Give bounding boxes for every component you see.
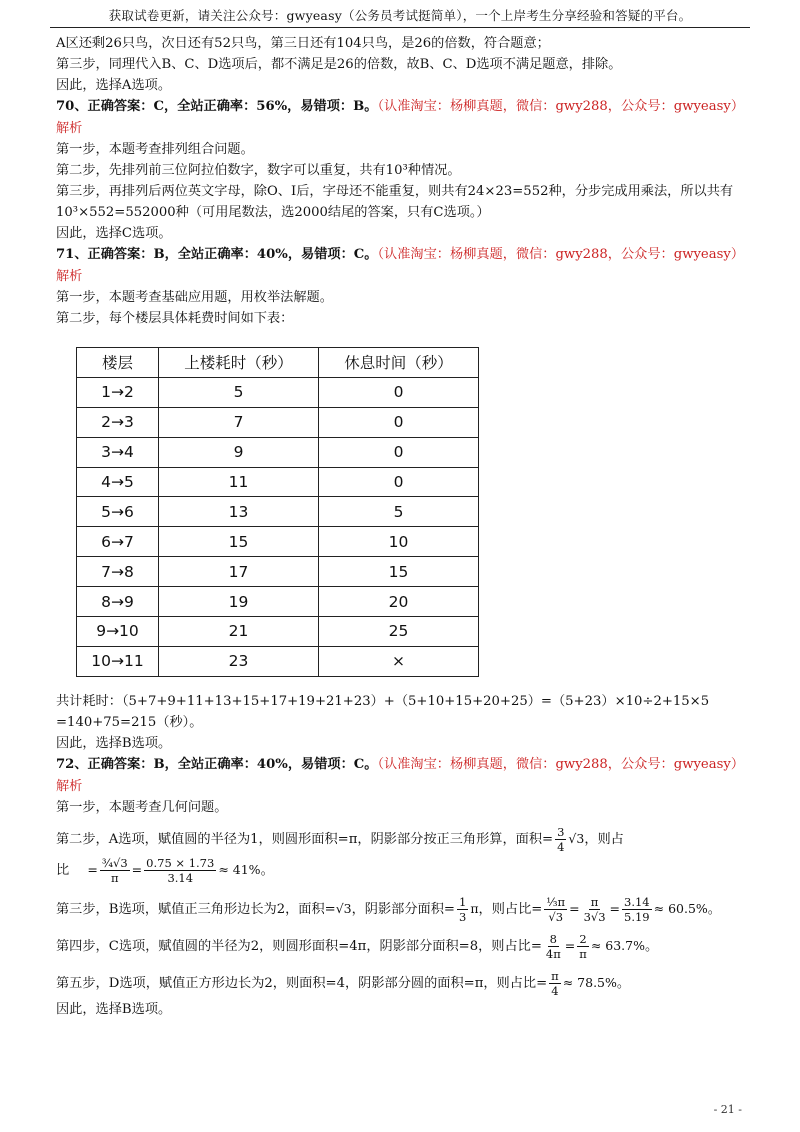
table-cell: 7→8 — [77, 557, 159, 587]
text-line: 第三步，再排列后两位英文字母，除O、I后，字母还不能重复，则共有24×23=552种，分步完成用乘法，所以共有10³×552=552000种（可用尾数法，选2000结尾的答案，只有C选项。） — [56, 184, 734, 220]
table-row — [77, 557, 479, 587]
table-row — [77, 377, 479, 407]
table-cell: 7 — [159, 407, 319, 437]
table-cell: 4→5 — [77, 467, 159, 497]
table-cell: 15 — [159, 527, 319, 557]
step4-line: 第四步，C选项，赋值圆的半径为2，则圆形面积=4π，阴影部分面积=8，则占比= $\frac{8}{4\pi}$ = $\frac{2}{\pi}$ ≈ 63.7%。 — [56, 931, 659, 961]
table-row — [77, 646, 479, 676]
table-row — [77, 617, 479, 647]
table-cell: 25 — [319, 617, 479, 647]
page-number: - 21 - — [713, 1103, 742, 1116]
table-body — [77, 377, 479, 676]
table-row — [77, 587, 479, 617]
text-line: A区还剩26只鸟，次日还有52只鸟，第三日还有104只鸟，是26的倍数，符合题意； — [56, 36, 550, 51]
table-cell: 5→6 — [77, 497, 159, 527]
table-cell: 9 — [159, 437, 319, 467]
table-cell: 13 — [159, 497, 319, 527]
ad-text: （认准淘宝：杨柳真题，微信：gwy288，公众号：gwyeasy） — [377, 99, 745, 114]
table-cell: 17 — [159, 557, 319, 587]
table-cell: 0 — [319, 407, 479, 437]
fraction: $\frac{\text{⅓π}}{√3}$ — [546, 894, 566, 924]
page-content — [56, 33, 756, 1020]
table-row — [77, 527, 479, 557]
text-line: 共计耗时：（5+7+9+11+13+15+17+19+21+23）+（5+10+15+20+25）=（5+23）×10÷2+15×5 — [56, 693, 710, 709]
table-row — [77, 497, 479, 527]
fraction: $\frac{1}{3}$ — [459, 894, 467, 924]
column-header: 上楼耗时（秒） — [159, 348, 319, 378]
fraction: $\frac{8}{4\pi}$ — [545, 931, 561, 961]
table-cell: 10 — [319, 527, 479, 557]
table-cell: 6→7 — [77, 527, 159, 557]
text-line: 第一步，本题考查几何问题。 — [56, 799, 228, 815]
ad-text: （认准淘宝：杨柳真题，微信：gwy288，公众号：gwyeasy） — [377, 247, 745, 262]
table-row — [77, 407, 479, 437]
page-header: 获取试卷更新，请关注公众号：gwyeasy（公务员考试挺简单），一个上岸考生分享经验和答疑的平台。 — [108, 8, 692, 23]
table-cell: 1→2 — [77, 377, 159, 407]
table-cell: 5 — [159, 377, 319, 407]
step3-line: 第三步，B选项，赋值正三角形边长为2，面积=√3，阴影部分面积= $\frac{1}{3}$ π，则占比= $\frac{\text{⅓π}}{√3}$ = $\frac{\pi}{3√3}$ = $\frac{3.14}{5.19}$ ≈ 60.5%。 — [56, 894, 721, 924]
table-cell: 3→4 — [77, 437, 159, 467]
table-cell: 23 — [159, 646, 319, 676]
fraction: $\frac{2}{\pi}$ — [579, 931, 587, 961]
text-line: 第一步，本题考查排列组合问题。 — [56, 142, 254, 157]
answer-heading-72: 72、正确答案：B，全站正确率：40%，易错项：C。（认准淘宝：杨柳真题，微信：gwy288，公众号：gwyeasy） — [56, 756, 745, 772]
text-line: 第二步，每个楼层具体耗费时间如下表： — [56, 311, 294, 326]
header-divider — [50, 27, 750, 28]
table-cell: 20 — [319, 587, 479, 617]
fraction: $\frac{0.75 \times 1.73}{3.14}$ — [146, 855, 215, 885]
text-line: 第三步，同理代入B、C、D选项后，都不满足是26的倍数，故B、C、D选项不满足题意，排除。 — [56, 57, 622, 72]
ad-text: （认准淘宝：杨柳真题，微信：gwy288，公众号：gwyeasy） — [377, 756, 745, 772]
text-line: 因此，选择B选项。 — [56, 1001, 172, 1017]
table-row — [77, 467, 479, 497]
fraction: $\frac{\pi}{3√3}$ — [583, 894, 606, 924]
step2-ratio-line: 比 = $\frac{\text{¾√3}}{\pi}$ = $\frac{0.75 \times 1.73}{3.14}$ ≈ 41%。 — [56, 855, 274, 885]
analysis-label: 解析 — [56, 778, 83, 794]
step2-line: 第二步，A选项，赋值圆的半径为1，则圆形面积=π，阴影部分按正三角形算，面积= $\frac{3}{4}$ √3，则占 — [56, 824, 624, 854]
step5-line: 第五步，D选项，赋值正方形边长为2，则面积=4，阴影部分圆的面积=π，则占比= $\frac{\pi}{4}$ ≈ 78.5%。 — [56, 968, 631, 998]
table-cell: 19 — [159, 587, 319, 617]
table-cell: 0 — [319, 437, 479, 467]
text-line: =140+75=215（秒）。 — [56, 714, 203, 730]
table-cell: 5 — [319, 497, 479, 527]
column-header: 休息时间（秒） — [319, 348, 479, 378]
table-cell: × — [319, 646, 479, 676]
analysis-label: 解析 — [56, 269, 83, 284]
text-line: 因此，选择C选项。 — [56, 226, 172, 241]
text-line: 第一步，本题考查基础应用题，用枚举法解题。 — [56, 290, 333, 305]
table-cell: 8→9 — [77, 587, 159, 617]
table-row — [77, 437, 479, 467]
answer-heading-70: 70、正确答案：C，全站正确率：56%，易错项：B。（认准淘宝：杨柳真题，微信：gwy288，公众号：gwyeasy） — [56, 99, 745, 114]
table-cell: 10→11 — [77, 646, 159, 676]
table-header-row — [77, 348, 479, 378]
text-line: 因此，选择B选项。 — [56, 735, 172, 751]
table-cell: 21 — [159, 617, 319, 647]
floor-time-table — [76, 347, 479, 677]
answer-heading-71: 71、正确答案：B，全站正确率：40%，易错项：C。（认准淘宝：杨柳真题，微信：gwy288，公众号：gwyeasy） — [56, 247, 745, 262]
fraction: $\frac{3}{4}$ — [557, 824, 565, 854]
column-header: 楼层 — [77, 348, 159, 378]
table-cell: 0 — [319, 467, 479, 497]
fraction: $\frac{\pi}{4}$ — [551, 968, 559, 998]
table-cell: 0 — [319, 377, 479, 407]
analysis-label: 解析 — [56, 121, 83, 136]
fraction: $\frac{3.14}{5.19}$ — [624, 894, 650, 924]
table-cell: 11 — [159, 467, 319, 497]
text-line: 第二步，先排列前三位阿拉伯数字，数字可以重复，共有10³种情况。 — [56, 163, 461, 178]
table-cell: 15 — [319, 557, 479, 587]
fraction: $\frac{\text{¾√3}}{\pi}$ — [101, 855, 128, 885]
text-line: 因此，选择A选项。 — [56, 78, 172, 93]
table-cell: 2→3 — [77, 407, 159, 437]
table-cell: 9→10 — [77, 617, 159, 647]
